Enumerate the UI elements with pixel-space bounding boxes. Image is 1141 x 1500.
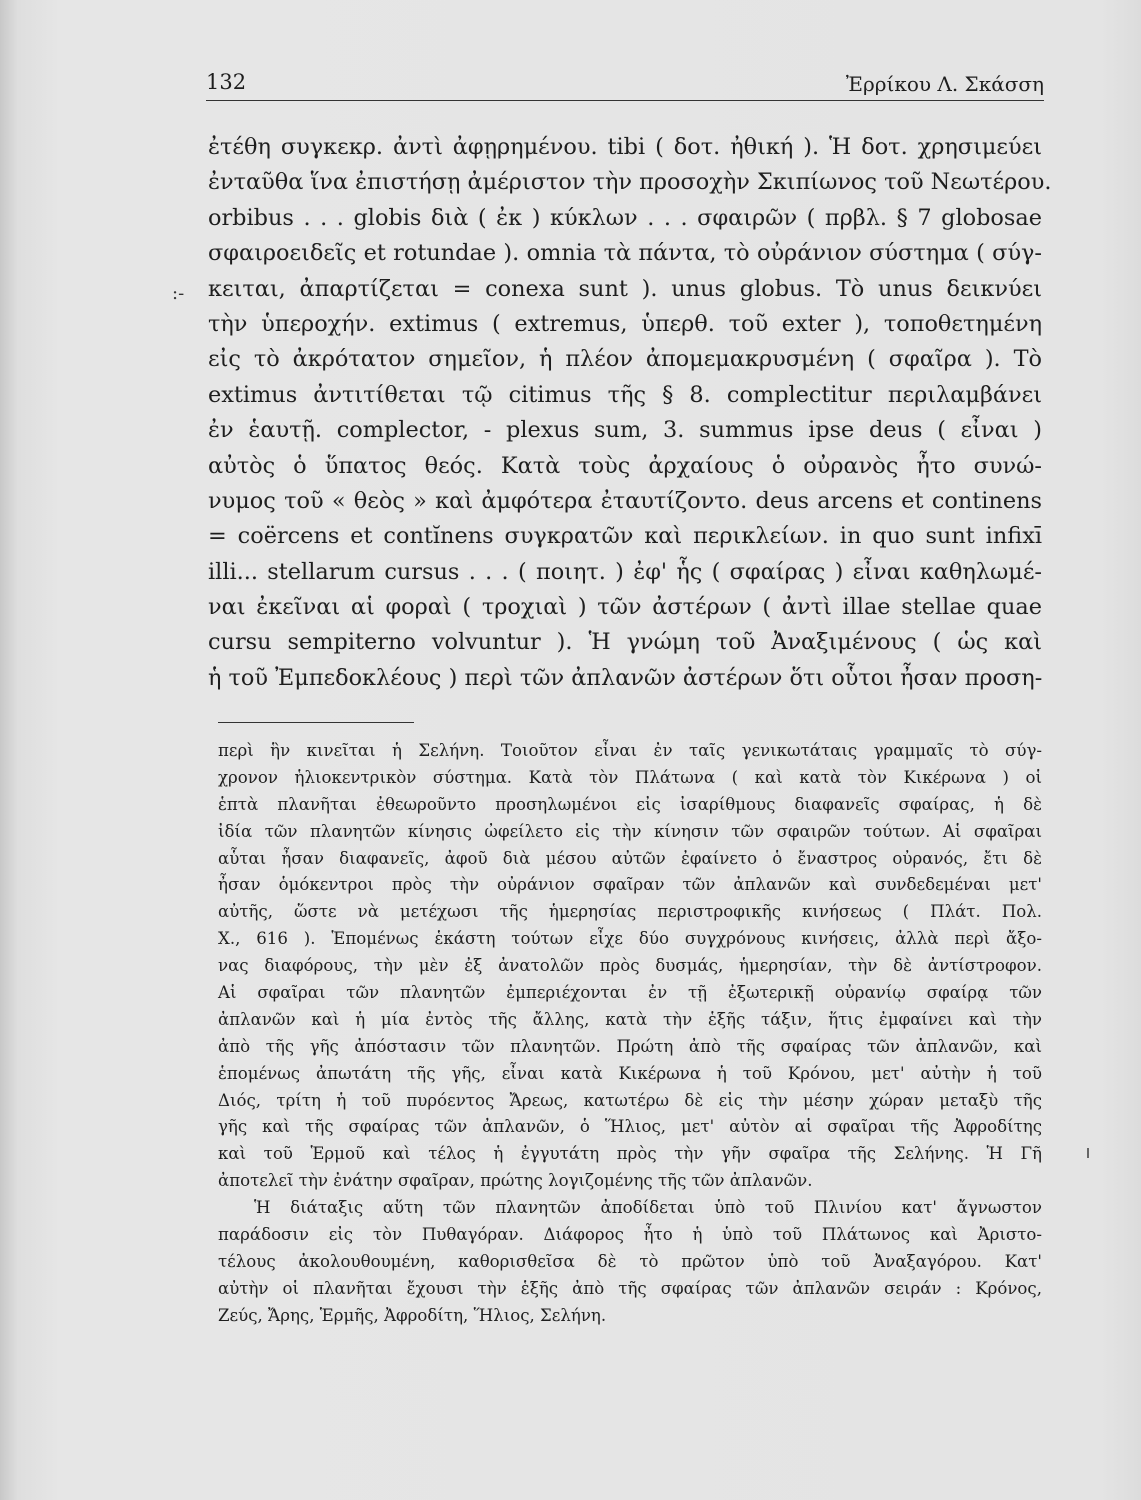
text-line: ἡ τοῦ Ἐμπεδοκλέους ) περὶ τῶν ἀπλανῶν ἀστέρων ὅτι οὗτοι ἦσαν προση-	[208, 664, 1043, 691]
margin-mark: :-	[172, 283, 185, 304]
footnote-line: παράδοσιν εἰς τὸν Πυθαγόραν. Διάφορος ἦτο ἡ ὑπὸ τοῦ Πλάτωνος καὶ Ἀριστο-	[218, 1225, 1042, 1245]
footnote-line: γῆς καὶ τῆς σφαίρας τῶν ἀπλανῶν, ὁ Ἥλιος, μετ' αὐτὸν αἱ σφαῖραι τῆς Ἀφροδίτης	[218, 1117, 1042, 1137]
text-line: αὐτὸς ὁ ὕπατος θεός. Κατὰ τοὺς ἀρχαίους ὁ οὐρανὸς ἦτο συνώ-	[208, 452, 1042, 479]
footnote-rule	[218, 722, 414, 723]
main-text	[208, 130, 1052, 696]
text-line: ναι ἐκεῖναι αἱ φοραὶ ( τροχιαὶ ) τῶν ἀστέρων ( ἀντὶ illae stellae quae	[208, 594, 1042, 621]
running-head: Ἐρρίκου Λ. Σκάσση	[845, 72, 1044, 96]
text-line: τὴν ὑπεροχήν. extimus ( extremus, ὑπερθ. τοῦ exter ), τοποθετημένη	[208, 310, 1042, 337]
footnote-line: περὶ ἣν κινεῖται ἡ Σελήνη. Τοιοῦτον εἶναι ἐν ταῖς γενικωτάταις γραμμαῖς τὸ σύγ-	[218, 741, 1042, 760]
footnote-line: αὐτὴν οἱ πλανῆται ἔχουσι τὴν ἑξῆς ἀπὸ τῆς σφαίρας τῶν ἀπλανῶν σειράν : Κρόνος,	[218, 1278, 1042, 1298]
footnote-line: X., 616 ). Ἑπομένως ἑκάστη τούτων εἶχε δύο συγχρόνους κινήσεις, ἀλλὰ περὶ ἄξο-	[218, 929, 1042, 949]
footnote-line: ἀπὸ τῆς γῆς ἀπόστασιν τῶν πλανητῶν. Πρώτη ἀπὸ τῆς σφαίρας τῶν ἀπλανῶν, καὶ	[218, 1036, 1042, 1056]
footnote-line: νας διαφόρους, τὴν μὲν ἐξ ἀνατολῶν πρὸς δυσμάς, ἡμερησίαν, τὴν δὲ ἀντίστροφον.	[218, 956, 1042, 976]
footnote-line: ἑπτὰ πλανῆται ἐθεωροῦντο προσηλωμένοι εἰς ἰσαρίθμους διαφανεῖς σφαίρας, ἡ δὲ	[218, 794, 1042, 814]
text-line: orbibus . . . globis διὰ ( ἐκ ) κύκλων . . . σφαιρῶν ( πρβλ. § 7 globosae	[208, 204, 1042, 231]
footnote-line: Ἡ διάταξις αὕτη τῶν πλανητῶν ἀποδίδεται ὑπὸ τοῦ Πλινίου κατ' ἄγνωστον	[254, 1198, 1042, 1218]
text-line: = coërcens et contĭnens συγκρατῶν καὶ περικλείων. in quo sunt infixī	[208, 523, 1042, 550]
text-line: σφαιροειδεῖς et rotundae ). omnia τὰ πάντα, τὸ οὐράνιον σύστημα ( σύγ-	[208, 240, 1042, 267]
footnote-line: ἀποτελεῖ τὴν ἐνάτην σφαῖραν, πρώτης λογιζομένης τῆς τῶν ἀπλανῶν.	[218, 1171, 813, 1191]
text-line: εἰς τὸ ἀκρότατον σημεῖον, ἡ πλέον ἀπομεμακρυσμένη ( σφαῖρα ). Τὸ	[208, 346, 1042, 373]
page-number: 132	[206, 70, 247, 94]
footnote-line: Αἱ σφαῖραι τῶν πλανητῶν ἐμπεριέχονται ἐν τῇ ἐξωτερικῇ οὐρανίῳ σφαίρᾳ τῶν	[218, 983, 1042, 1003]
footnote-line: Ζεύς, Ἄρης, Ἑρμῆς, Ἀφροδίτη, Ἥλιος, Σελήνη.	[218, 1305, 607, 1325]
text-line: ἐνταῦθα ἵνα ἐπιστήσῃ ἀμέριστον τὴν προσοχὴν Σκιπίωνος τοῦ Νεωτέρου.	[208, 169, 1052, 196]
text-line: ἐτέθη συγκεκρ. ἀντὶ ἀφῃρημένου. tibi ( δοτ. ἠθική ). Ἡ δοτ. χρησιμεύει	[208, 134, 1042, 160]
footnote-line: τέλους ἀκολουθουμένη, καθορισθεῖσα δὲ τὸ πρῶτον ὑπὸ τοῦ Ἀναξαγόρου. Κατ'	[218, 1251, 1042, 1271]
text-line: cursu sempiterno volvuntur ). Ἡ γνώμη τοῦ Ἀναξιμένους ( ὡς καὶ	[208, 629, 1042, 656]
footnotes	[218, 738, 1042, 1330]
page-header	[206, 66, 1044, 101]
text-line: ἐν ἑαυτῇ. complector, - plexus sum, 3. summus ipse deus ( εἶναι )	[208, 417, 1042, 444]
footnote-line: χρονον ἡλιοκεντρικὸν σύστημα. Κατὰ τὸν Πλάτωνα ( καὶ κατὰ τὸν Κικέρωνα ) οἱ	[218, 767, 1042, 787]
text-line: νυμος τοῦ « θεὸς » καὶ ἀμφότερα ἐταυτίζοντο. deus arcens et continens	[208, 487, 1042, 514]
text-line: illi... stellarum cursus . . . ( ποιητ. ) ἐφ' ἧς ( σφαίρας ) εἶναι καθηλωμέ-	[208, 558, 1042, 585]
footnote-line: Διός, τρίτη ἡ τοῦ πυρόεντος Ἄρεως, κατωτέρω δὲ εἰς τὴν μέσην χώραν μεταξὺ τῆς	[218, 1090, 1042, 1110]
footnote-line: αὐτῆς, ὥστε νὰ μετέχωσι τῆς ἡμερησίας περιστροφικῆς κινήσεως ( Πλάτ. Πολ.	[218, 902, 1042, 922]
footnote-line: ἑπομένως ἀπωτάτη τῆς γῆς, εἶναι κατὰ Κικέρωνα ἡ τοῦ Κρόνου, μετ' αὐτὴν ἡ τοῦ	[218, 1063, 1042, 1083]
text-line: κειται, ἀπαρτίζεται = conexa sunt ). unus globus. Τὸ unus δεικνύει	[208, 275, 1042, 302]
footnote-line: αὗται ἦσαν διαφανεῖς, ἀφοῦ διὰ μέσου αὐτῶν ἐφαίνετο ὁ ἔναστρος οὐρανός, ἔτι δὲ	[218, 848, 1042, 868]
footnote-line: καὶ τοῦ Ἑρμοῦ καὶ τέλος ἡ ἐγγυτάτη πρὸς τὴν γῆν σφαῖρα τῆς Σελήνης. Ἡ Γῆ	[218, 1144, 1042, 1164]
text-line: extimus ἀντιτίθεται τῷ citimus τῆς § 8. complectitur περιλαμβάνει	[208, 381, 1042, 408]
footnote-line: ἦσαν ὁμόκεντροι πρὸς τὴν οὐράνιον σφαῖραν τῶν ἀπλανῶν καὶ συνδεδεμέναι μετ'	[218, 875, 1042, 895]
footnote-line: ἰδία τῶν πλανητῶν κίνησις ὠφείλετο εἰς τὴν κίνησιν τῶν σφαιρῶν τούτων. Αἱ σφαῖραι	[218, 821, 1042, 841]
footnote-line: ἀπλανῶν καὶ ἡ μία ἐντὸς τῆς ἄλλης, κατὰ τὴν ἑξῆς τάξιν, ἥτις ἐμφαίνει καὶ τὴν	[218, 1009, 1042, 1029]
scan-mark	[1087, 1148, 1089, 1158]
